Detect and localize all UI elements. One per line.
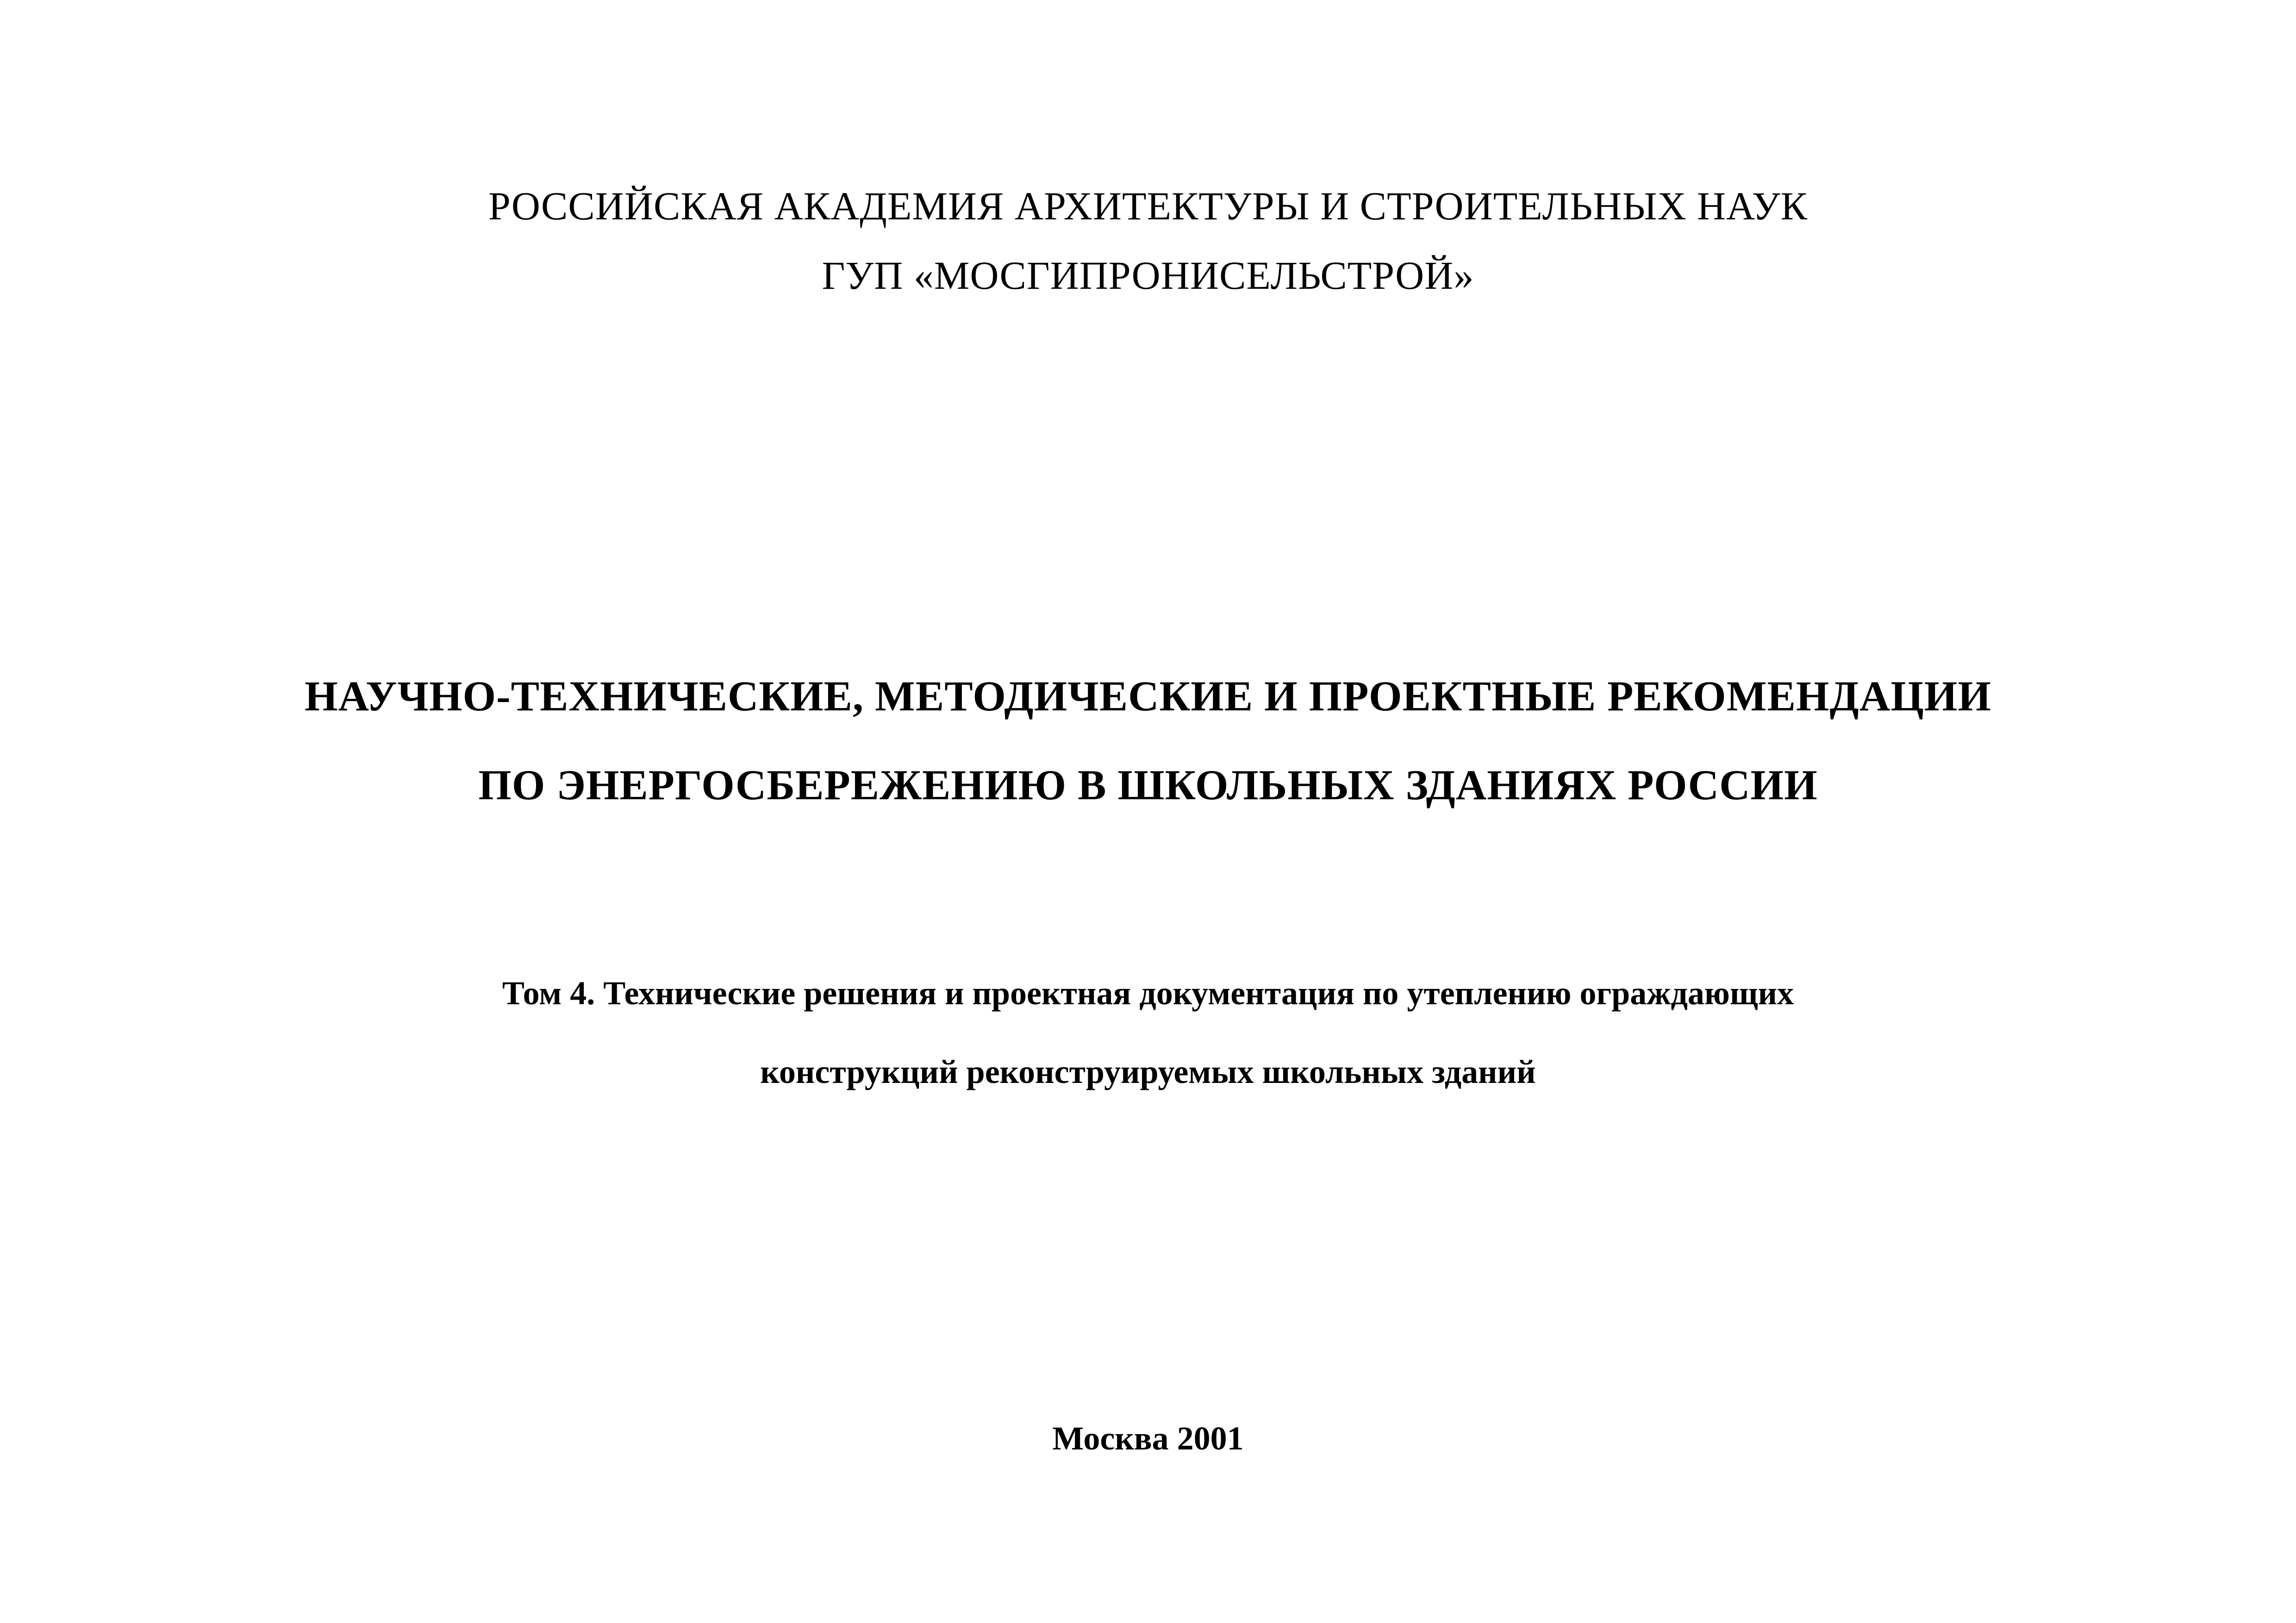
document-title-line-2: ПО ЭНЕРГОСБЕРЕЖЕНИЮ В ШКОЛЬНЫХ ЗДАНИЯХ РОССИИ (478, 761, 1818, 808)
volume-subtitle-line-2: конструкций реконструируемых школьных зданий (760, 1053, 1536, 1090)
institute-name: ГУП «МОСГИПРОНИСЕЛЬСТРОЙ» (822, 253, 1474, 298)
document-title-line-1: НАУЧНО-ТЕХНИЧЕСКИЕ, МЕТОДИЧЕСКИЕ И ПРОЕКТНЫЕ РЕКОМЕНДАЦИИ (305, 672, 1991, 720)
academy-name: РОССИЙСКАЯ АКАДЕМИЯ АРХИТЕКТУРЫ И СТРОИТЕЛЬНЫХ НАУК (488, 184, 1808, 228)
place-and-year: Москва 2001 (1052, 1420, 1244, 1457)
volume-subtitle-line-1: Том 4. Технические решения и проектная документация по утеплению ограждающих (502, 975, 1794, 1012)
